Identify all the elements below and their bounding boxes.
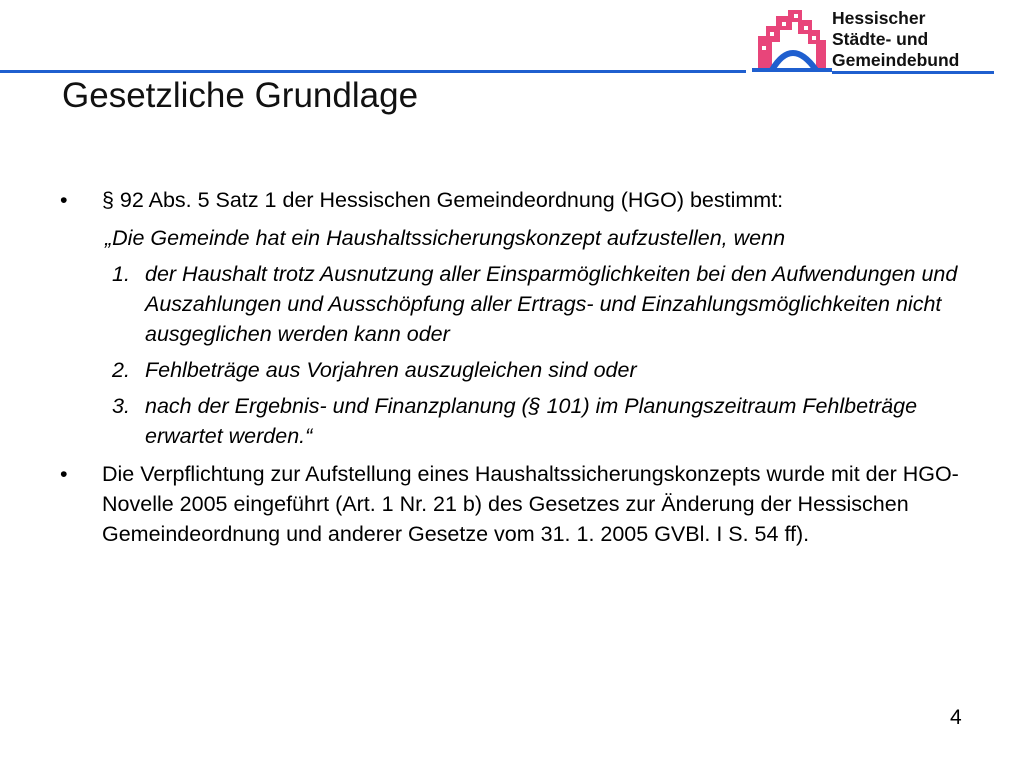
logo-wordmark — [832, 8, 959, 71]
logo-line-2: Städte- und — [832, 29, 929, 49]
numbered-item-1 — [60, 259, 980, 349]
bullet-item-2 — [60, 459, 980, 549]
page-number: 4 — [950, 706, 962, 729]
item-text: nach der Ergebnis- und Finanzplanung (§ 101) im Planungszeitraum Fehlbeträge erwartet werden.“ — [145, 394, 918, 448]
item-number: 2. — [112, 358, 130, 382]
logo-line-3: Gemeindebund — [832, 50, 960, 70]
logo-line-1: Hessischer — [832, 8, 926, 28]
slide-content — [60, 185, 980, 549]
item-text: Fehlbeträge aus Vorjahren auszugleichen sind oder — [145, 358, 637, 382]
item-number: 1. — [112, 262, 130, 286]
numbered-item-3 — [60, 391, 980, 451]
header-rule — [0, 70, 746, 73]
numbered-list — [60, 259, 980, 451]
bullet-dot: • — [60, 462, 68, 486]
bullet-text-1: § 92 Abs. 5 Satz 1 der Hessischen Gemeindeordnung (HGO) bestimmt: — [102, 188, 784, 212]
quote-intro: „Die Gemeinde hat ein Haushaltssicherungskonzept aufzustellen, wenn — [105, 226, 786, 250]
slide-title: Gesetzliche Grundlage — [62, 76, 419, 115]
bullet-dot: • — [60, 188, 68, 212]
numbered-item-2 — [60, 355, 980, 385]
bullet-item-1 — [60, 185, 980, 215]
bullet-text-2: Die Verpflichtung zur Aufstellung eines Haushaltssicherungskonzepts wurde mit der HGO-Novelle 2005 eingeführt (Art. 1 Nr. 21 b) des Gesetzes zur Änderung der Hessischen Gemeindeordnung und anderer Gesetze vom 31. 1. 2005 GVBl. I S. 54 ff). — [102, 462, 959, 546]
logo-underline — [832, 71, 994, 74]
item-text: der Haushalt trotz Ausnutzung aller Einsparmöglichkeiten bei den Aufwendungen und Auszahlungen und Ausschöpfung aller Ertrags- und Einzahlungsmöglichkeiten nicht ausgeglichen werden kann oder — [145, 262, 958, 346]
item-number: 3. — [112, 394, 130, 418]
